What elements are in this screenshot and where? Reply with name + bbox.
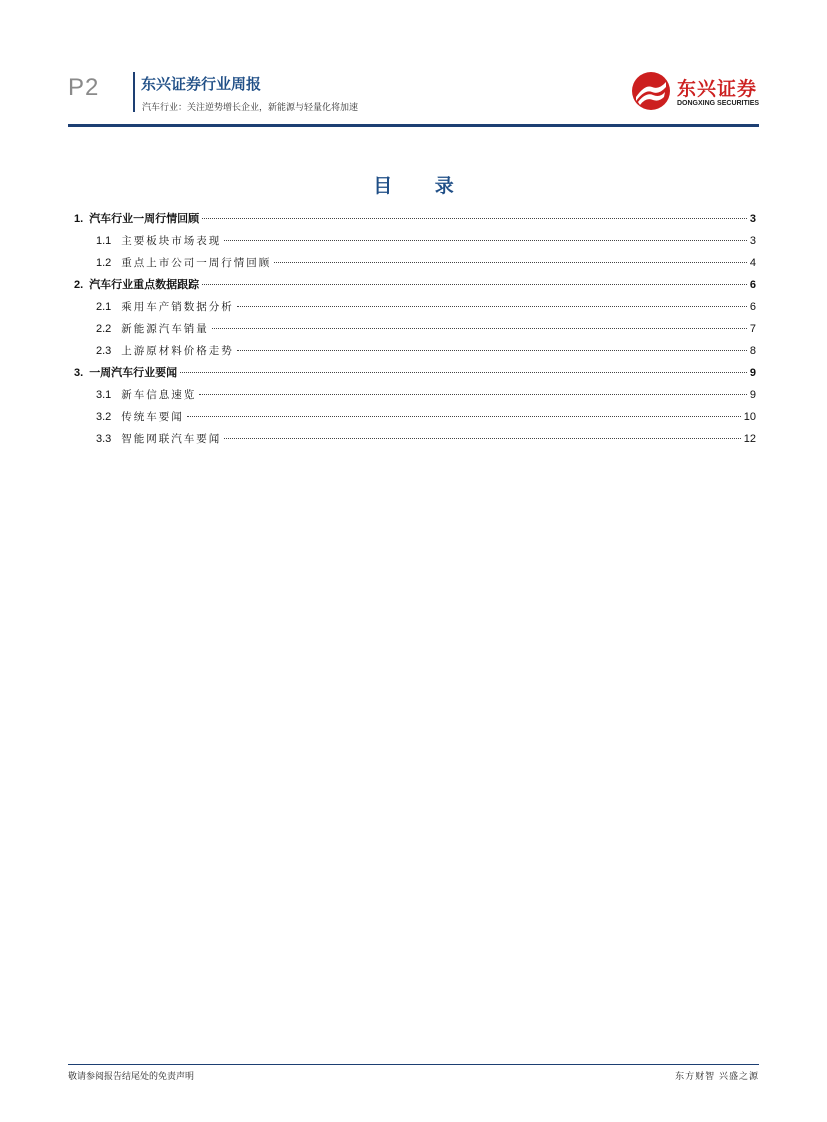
toc-entry[interactable] [74,230,756,252]
toc-entry-number: 3. [74,367,84,379]
toc-entry-page: 3 [749,235,756,247]
toc-entry-label: 乘用车产销数据分析 [121,301,234,313]
toc-leader-dots [187,416,741,417]
toc-entry[interactable] [74,296,756,318]
toc-entry-page: 6 [749,301,756,313]
toc-entry[interactable] [74,384,756,406]
logo-text-cn: 东兴证券 [677,78,758,100]
toc-entry-number: 1.2 [96,257,112,269]
page-number: P2 [68,74,100,101]
toc-entry-number: 2.1 [96,301,112,313]
toc-entry-label: 新能源汽车销量 [121,323,209,335]
toc-title: 目 录 [373,175,472,197]
toc-entry[interactable] [74,274,756,296]
report-title: 东兴证券行业周报 [141,75,262,93]
toc-entry-number: 3.3 [96,433,112,445]
toc-leader-dots [274,262,747,263]
toc-leader-dots [237,306,747,307]
footer-rule [68,1064,759,1065]
toc-entry[interactable] [74,362,756,384]
toc-entry[interactable] [74,318,756,340]
toc-entry-number: 2.2 [96,323,112,335]
company-slogan: 东方财智 兴盛之源 [675,1072,759,1082]
table-of-contents [74,208,756,450]
toc-leader-dots [237,350,747,351]
toc-entry-number: 1. [74,213,84,225]
toc-leader-dots [202,284,747,285]
toc-entry[interactable] [74,252,756,274]
toc-entry-label: 主要板块市场表现 [121,235,222,247]
header-divider [133,72,135,112]
toc-entry-label: 传统车要闻 [121,411,184,423]
toc-entry-label: 上游原材料价格走势 [121,345,234,357]
toc-entry-page: 3 [749,213,756,225]
header-rule [68,124,759,127]
toc-entry-label: 汽车行业一周行情回顾 [89,212,200,225]
toc-entry[interactable] [74,428,756,450]
toc-leader-dots [202,218,747,219]
toc-entry[interactable] [74,340,756,362]
toc-entry-label: 智能网联汽车要闻 [121,433,222,445]
toc-entry-number: 2. [74,279,84,291]
toc-entry[interactable] [74,208,756,230]
toc-entry-number: 3.2 [96,411,112,423]
toc-entry-number: 2.3 [96,345,112,357]
toc-entry-label: 重点上市公司一周行情回顾 [121,257,272,269]
toc-entry-page: 7 [749,323,756,335]
toc-entry[interactable] [74,406,756,428]
toc-entry-label: 一周汽车行业要闻 [89,366,178,379]
toc-entry-label: 汽车行业重点数据跟踪 [89,278,200,291]
toc-entry-number: 3.1 [96,389,112,401]
toc-entry-number: 1.1 [96,235,112,247]
company-logo [630,70,765,116]
disclaimer-note: 敬请参阅报告结尾处的免责声明 [68,1072,195,1082]
report-subtitle: 汽车行业：关注逆势增长企业，新能源与轻量化将加速 [142,103,359,113]
toc-entry-page: 10 [743,411,756,423]
dongxing-logo-icon [630,70,672,112]
toc-leader-dots [212,328,747,329]
toc-leader-dots [224,438,740,439]
logo-text-en: DONGXING SECURITIES [677,100,760,107]
toc-entry-page: 12 [743,433,756,445]
toc-leader-dots [180,372,747,373]
toc-entry-page: 4 [749,257,756,269]
toc-entry-page: 9 [749,389,756,401]
toc-entry-label: 新车信息速览 [121,389,197,401]
toc-entry-page: 9 [749,367,756,379]
toc-leader-dots [224,240,747,241]
toc-entry-page: 6 [749,279,756,291]
toc-leader-dots [199,394,747,395]
toc-entry-page: 8 [749,345,756,357]
